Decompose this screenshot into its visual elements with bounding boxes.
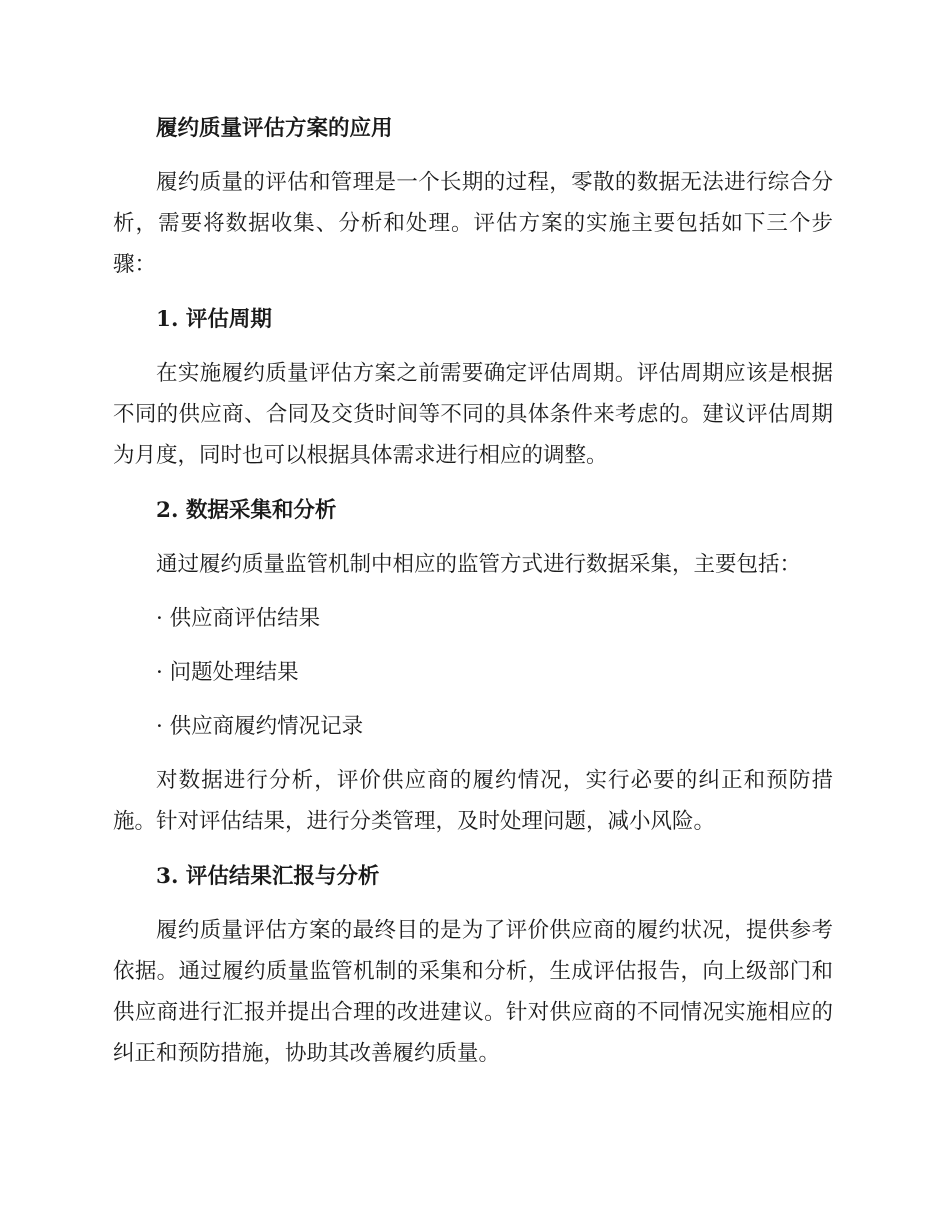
section-2-paragraph-2: 对数据进行分析，评价供应商的履约情况，实行必要的纠正和预防措施。针对评估结果，进行分类管理，及时处理问题，减小风险。 [113,768,833,834]
section-2-heading: 2. 数据采集和分析 [156,498,337,523]
section-2-paragraph: 通过履约质量监管机制中相应的监管方式进行数据采集，主要包括： [156,552,802,577]
intro-paragraph: 履约质量的评估和管理是一个长期的过程，零散的数据无法进行综合分析，需要将数据收集、分析和处理。评估方案的实施主要包括如下三个步骤： [113,170,833,277]
document-title: 履约质量评估方案的应用 [156,116,393,141]
section-1-heading: 1. 评估周期 [156,307,272,332]
section-3-heading: 3. 评估结果汇报与分析 [156,864,380,889]
bullet-item-issue-handling: · 问题处理结果 [156,660,299,685]
section-1-paragraph: 在实施履约质量评估方案之前需要确定评估周期。评估周期应该是根据不同的供应商、合同及交货时间等不同的具体条件来考虑的。建议评估周期为月度，同时也可以根据具体需求进行相应的调整。 [113,361,833,468]
bullet-item-performance-record: · 供应商履约情况记录 [156,714,364,739]
document-page [113,108,833,1074]
bullet-item-supplier-evaluation: · 供应商评估结果 [156,606,321,631]
section-3-paragraph: 履约质量评估方案的最终目的是为了评价供应商的履约状况，提供参考依据。通过履约质量监管机制的采集和分析，生成评估报告，向上级部门和供应商进行汇报并提出合理的改进建议。针对供应商的不同情况实施相应的纠正和预防措施，协助其改善履约质量。 [113,918,833,1066]
